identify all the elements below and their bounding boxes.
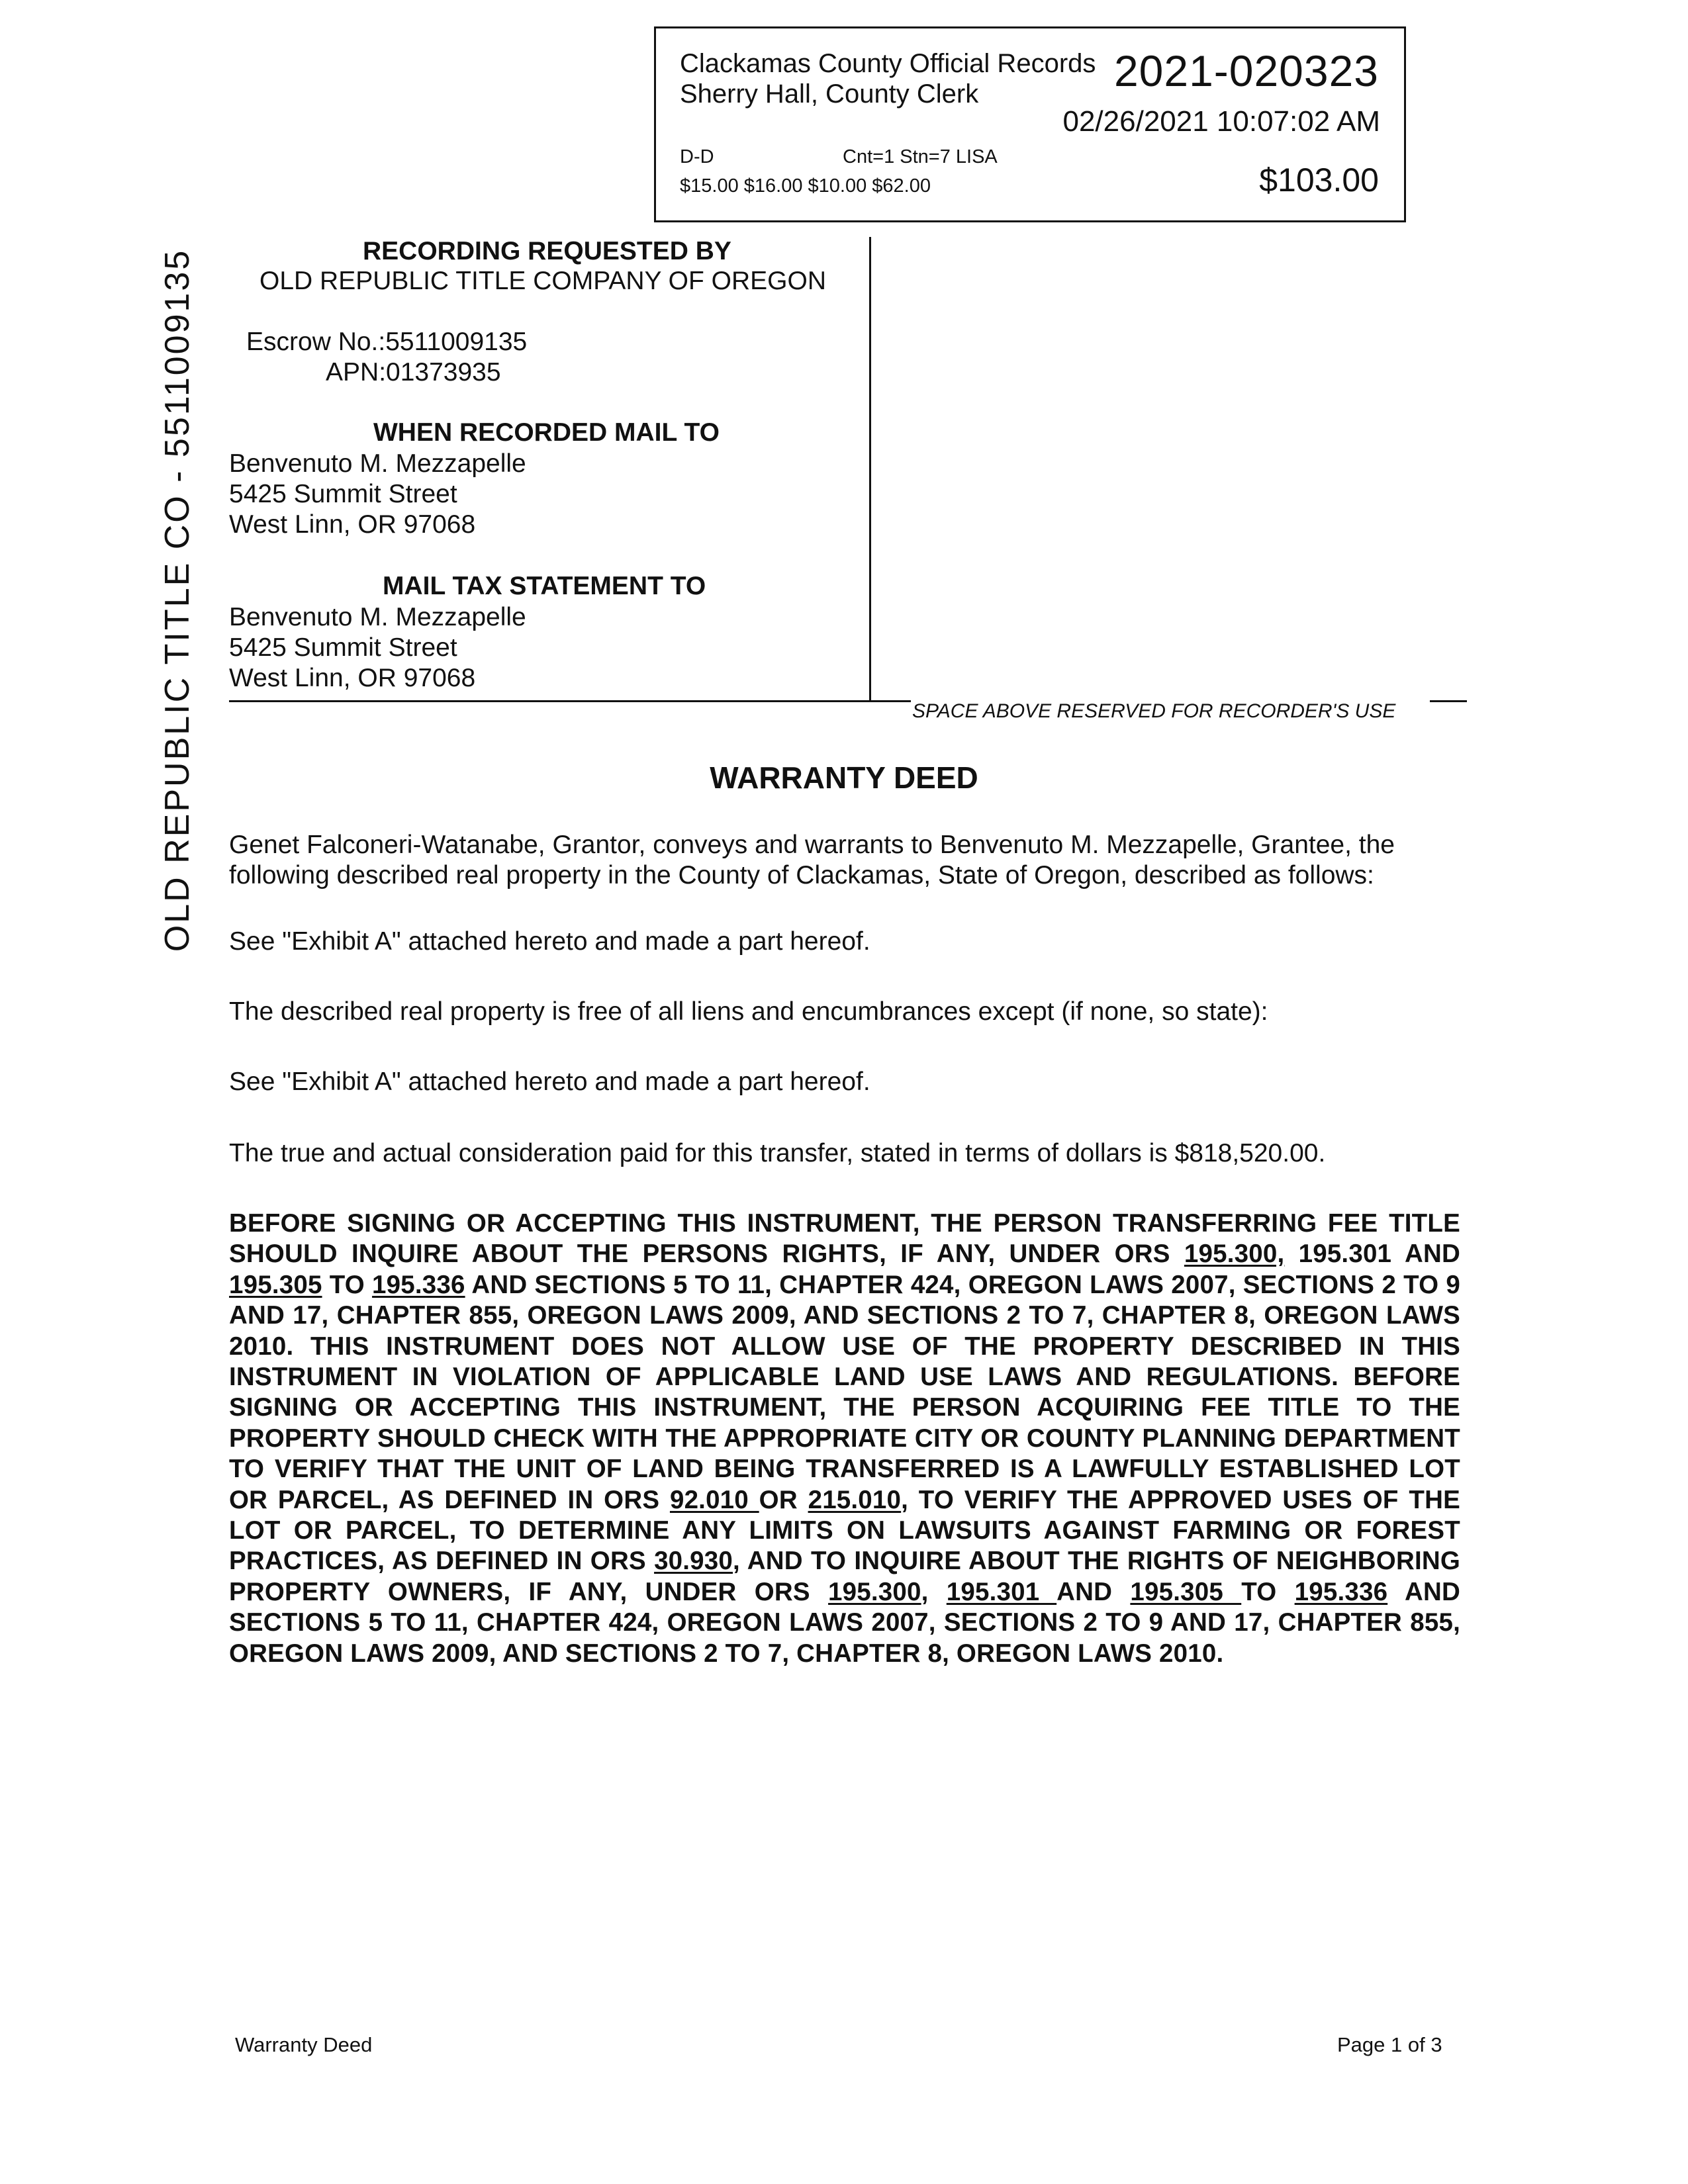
station-counts: Cnt=1 Stn=7 LISA xyxy=(843,146,998,167)
recorder-stamp xyxy=(654,26,1406,222)
legal-text: , xyxy=(921,1577,947,1606)
escrow-number: Escrow No.:5511009135 xyxy=(246,328,528,356)
tax-to-name: Benvenuto M. Mezzapelle xyxy=(229,603,526,631)
legal-text: 195.301 AND xyxy=(1284,1240,1460,1269)
recording-requested-by-heading: RECORDING REQUESTED BY xyxy=(363,237,731,265)
mail-to-street: 5425 Summit Street xyxy=(229,480,457,508)
mail-to-city: West Linn, OR 97068 xyxy=(229,510,476,539)
land-use-legal-notice xyxy=(229,1208,1460,1669)
county-clerk: Sherry Hall, County Clerk xyxy=(680,79,979,109)
requested-by-company: OLD REPUBLIC TITLE COMPANY OF OREGON xyxy=(259,267,827,295)
header-bottom-rule xyxy=(229,700,911,702)
ors-reference: 195.305 xyxy=(1130,1577,1242,1606)
ors-reference: 215.010 xyxy=(808,1485,902,1514)
ors-reference: 195.305 xyxy=(229,1270,322,1299)
legal-text: AND SECTIONS 5 TO 11, CHAPTER 424, OREGON LAWS 2007, SECTIONS 2 TO 9 AND 17, CHAPTER 855, OREGON LAWS 2009, AND SECTIONS 2 TO 7, CHAPTER 8, OREGON LAWS 2010. THIS INSTRUMENT DOES NOT ALLOW USE OF THE PROPERTY DESCRIBED IN THIS INSTRUMENT IN VIOLATION OF APPLICABLE LAND USE LAWS AND REGULATIONS. BEFORE SIGNING OR ACCEPTING THIS INSTRUMENT, THE PERSON ACQUIRING FEE TITLE TO THE PROPERTY SHOULD CHECK WITH THE APPROPRIATE CITY OR COUNTY PLANNING DEPARTMENT TO VERIFY THAT THE UNIT OF LAND BEING TRANSFERRED IS A LAWFULLY ESTABLISHED LOT OR PARCEL, AS DEFINED IN ORS xyxy=(229,1270,1460,1514)
ors-reference: 195.300, xyxy=(1184,1240,1285,1269)
tax-to-street: 5425 Summit Street xyxy=(229,633,457,662)
recording-datetime: 02/26/2021 10:07:02 AM xyxy=(1062,105,1380,138)
tax-statement-heading: MAIL TAX STATEMENT TO xyxy=(383,572,706,600)
document-title: WARRANTY DEED xyxy=(710,760,978,795)
document-number: 2021-020323 xyxy=(1113,46,1379,95)
ors-reference: 195.336 xyxy=(1294,1577,1388,1606)
legal-text: , TO VERIFY THE APPROVED USES OF THE LOT OR PARCEL, TO DETERMINE ANY LIMITS ON LAWSUITS AGAINST FARMING OR FOREST PRACTICES, AS DEFINED IN ORS xyxy=(229,1485,1460,1576)
reserved-space-rule xyxy=(1430,700,1467,702)
apn-number: APN:01373935 xyxy=(326,358,501,387)
ors-reference: 30.930 xyxy=(654,1547,733,1576)
side-title-company-text: OLD REPUBLIC TITLE CO - 5511009135 xyxy=(158,248,197,952)
liens-statement: The described real property is free of all liens and encumbrances except (if none, so state): xyxy=(229,997,1268,1026)
ors-reference: 195.300 xyxy=(828,1577,921,1606)
consideration-statement: The true and actual consideration paid for this transfer, stated in terms of dollars is $818,520.00. xyxy=(229,1139,1326,1167)
exhibit-reference-2: See "Exhibit A" attached hereto and made a part hereof. xyxy=(229,1068,870,1096)
exhibit-reference-1: See "Exhibit A" attached hereto and made a part hereof. xyxy=(229,927,870,956)
ors-reference: 92.010 xyxy=(669,1485,759,1514)
conveyance-paragraph: Genet Falconeri-Watanabe, Grantor, conveys and warrants to Benvenuto M. Mezzapelle, Grantee, the following described real property in the County of Clackamas, State of Oregon, described as follows: xyxy=(229,831,1395,889)
total-fee: $103.00 xyxy=(1259,161,1379,199)
mail-to-name: Benvenuto M. Mezzapelle xyxy=(229,449,526,478)
legal-text: , AND TO INQUIRE ABOUT THE RIGHTS OF NEIGHBORING PROPERTY OWNERS, IF ANY, UNDER ORS xyxy=(229,1547,1460,1606)
ors-reference: 195.336 xyxy=(372,1270,465,1299)
reserved-space-note: SPACE ABOVE RESERVED FOR RECORDER'S USE xyxy=(912,700,1396,722)
mail-to-heading: WHEN RECORDED MAIL TO xyxy=(373,418,720,447)
legal-text: OR xyxy=(759,1485,808,1514)
legal-text: AND SECTIONS 5 TO 11, CHAPTER 424, OREGON LAWS 2007, SECTIONS 2 TO 9 AND 17, CHAPTER 855, OREGON LAWS 2009, AND SECTIONS 2 TO 7, CHAPTER 8, OREGON LAWS 2010. xyxy=(229,1577,1460,1668)
legal-text: TO xyxy=(1241,1577,1295,1606)
fee-breakdown: $15.00 $16.00 $10.00 $62.00 xyxy=(680,175,931,197)
document-type-code: D-D xyxy=(680,146,714,167)
tax-to-city: West Linn, OR 97068 xyxy=(229,664,476,692)
side-title-company-label xyxy=(158,250,197,951)
header-vertical-rule xyxy=(869,237,871,702)
recorder-office: Clackamas County Official Records xyxy=(680,49,1096,78)
legal-text: BEFORE SIGNING OR ACCEPTING THIS INSTRUMENT, THE PERSON TRANSFERRING FEE TITLE SHOULD INQUIRE ABOUT THE PERSONS RIGHTS, IF ANY, UNDER ORS xyxy=(229,1209,1460,1269)
legal-text: AND xyxy=(1056,1577,1131,1606)
footer-page-number: Page 1 of 3 xyxy=(1337,2033,1442,2056)
ors-reference: 195.301 xyxy=(946,1577,1057,1606)
footer-document-name: Warranty Deed xyxy=(235,2033,373,2056)
legal-text: TO xyxy=(322,1270,373,1299)
